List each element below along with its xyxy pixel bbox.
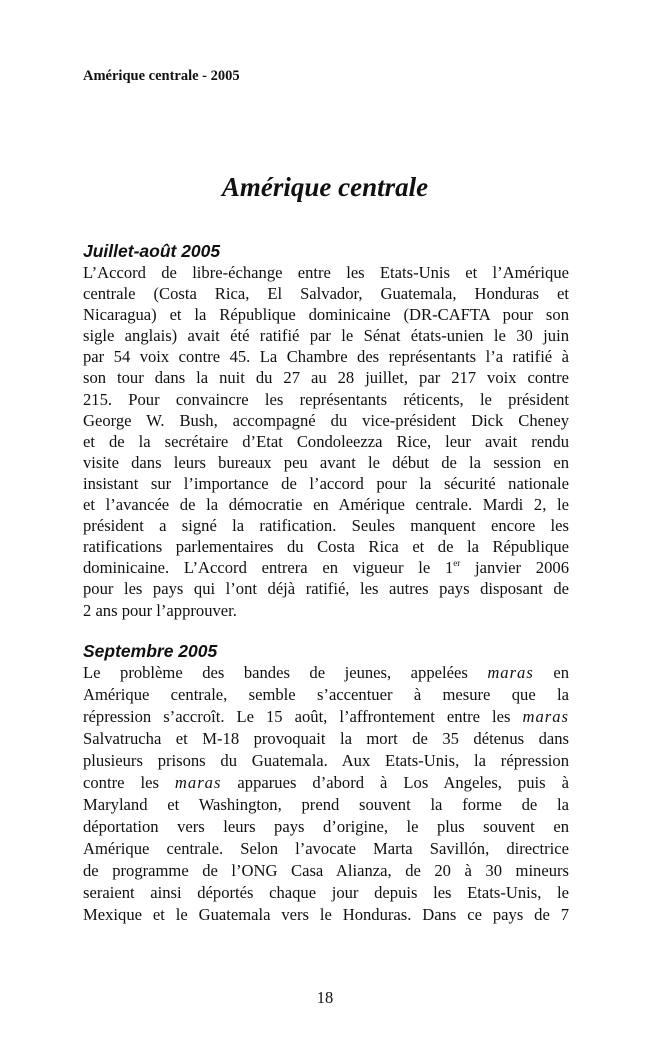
text-segment: en [533, 663, 569, 682]
text-line [83, 662, 569, 684]
text-line [83, 706, 569, 728]
text-line [83, 346, 569, 367]
text-line [83, 410, 569, 431]
text-segment: George W. Bush, accompagné du vice-président Dick Cheney [83, 410, 569, 430]
text-line [83, 816, 569, 838]
text-segment: sigle anglais) avait été ratifié par le Sénat états-unien le 30 juin [83, 326, 569, 346]
section-heading: Juillet-août 2005 [83, 241, 221, 261]
section-heading: Septembre 2005 [83, 641, 218, 661]
text-line [83, 772, 569, 794]
text-line [83, 494, 569, 515]
text-segment: dominicaine. L’Accord entrera en vigueur le 1 [83, 558, 454, 578]
text-segment: et l’avancée de la démocratie en Amérique centrale. Mardi 2, le [83, 495, 569, 515]
text-line [83, 473, 569, 494]
text-segment: Amérique centrale. Selon l’avocate Marta Savillón, directrice [83, 839, 569, 858]
text-segment: seraient ainsi déportés chaque jour depuis les Etats-Unis, le [83, 883, 569, 902]
text-segment: 2 ans pour l’approuver. [83, 600, 237, 620]
text-line [83, 389, 569, 410]
text-segment: Salvatrucha et M-18 provoquait la mort de 35 détenus dans [83, 729, 569, 748]
text-line [83, 557, 569, 578]
text-segment: son tour dans la nuit du 27 au 28 juillet, par 217 voix contre [83, 368, 569, 388]
text-segment: plusieurs prisons du Guatemala. Aux Etats-Unis, la répression [83, 751, 569, 770]
text-segment: 215. Pour convaincre les représentants réticents, le président [83, 389, 569, 409]
running-header: Amérique centrale - 2005 [83, 68, 240, 84]
text-segment: Nicaragua) et la République dominicaine (DR-CAFTA pour son [83, 305, 569, 325]
text-line [83, 283, 569, 304]
text-segment: contre les [83, 773, 175, 792]
text-line [83, 536, 569, 557]
text-line [83, 684, 569, 706]
text-line [83, 794, 569, 816]
text-segment: ratifications parlementaires du Costa Rica et de la République [83, 537, 569, 557]
text-line [83, 452, 569, 473]
text-line [83, 515, 569, 536]
text-line [83, 882, 569, 904]
text-segment: centrale (Costa Rica, El Salvador, Guatemala, Honduras et [83, 284, 569, 304]
text-segment: et de la secrétaire d’Etat Condoleezza Rice, leur avait rendu [83, 431, 569, 451]
text-line [83, 431, 569, 452]
text-line [83, 325, 569, 346]
section-juillet-aout [83, 240, 569, 621]
text-segment: de programme de l’ONG Casa Alianza, de 20 à 30 mineurs [83, 861, 569, 880]
text-segment: pour les pays qui l’ont déjà ratifié, les autres pays disposant de [83, 579, 569, 599]
text-segment: janvier 2006 [460, 558, 569, 578]
text-line [83, 304, 569, 325]
text-segment: visite dans leurs bureaux peu avant le début de la session en [83, 452, 569, 472]
text-segment: apparues d’abord à Los Angeles, puis à [221, 773, 569, 792]
text-segment: Amérique centrale, semble s’accentuer à mesure que la [83, 685, 569, 704]
text-line [83, 904, 569, 926]
text-segment: président a signé la ratification. Seules manquent encore les [83, 516, 569, 536]
text-segment: Le problème des bandes de jeunes, appelées [83, 663, 488, 682]
text-segment: Mexique et le Guatemala vers le Honduras. Dans ce pays de 7 [83, 905, 569, 924]
superscript: er [453, 558, 461, 569]
text-segment: Maryland et Washington, prend souvent la forme de la [83, 795, 569, 814]
page-number: 18 [316, 988, 334, 1007]
section-septembre [83, 640, 569, 926]
page-title: Amérique centrale [221, 172, 429, 202]
text-line [83, 838, 569, 860]
italic-term: maras [522, 707, 569, 726]
text-line [83, 860, 569, 882]
italic-term: maras [487, 663, 534, 682]
text-line [83, 367, 569, 388]
text-segment: par 54 voix contre 45. La Chambre des représentants l’a ratifié à [83, 347, 569, 367]
text-line [83, 600, 569, 621]
text-segment: L’Accord de libre-échange entre les Etats-Unis et l’Amérique [83, 263, 569, 282]
text-segment: déportation vers leurs pays d’origine, le plus souvent en [83, 817, 569, 836]
italic-term: maras [174, 773, 222, 792]
text-segment: insistant sur l’importance de l’accord pour la sécurité nationale [83, 473, 569, 493]
text-line [83, 728, 569, 750]
text-line [83, 262, 569, 283]
text-line [83, 578, 569, 599]
text-segment: répression s’accroît. Le 15 août, l’affrontement entre les [83, 707, 523, 726]
text-line [83, 750, 569, 772]
